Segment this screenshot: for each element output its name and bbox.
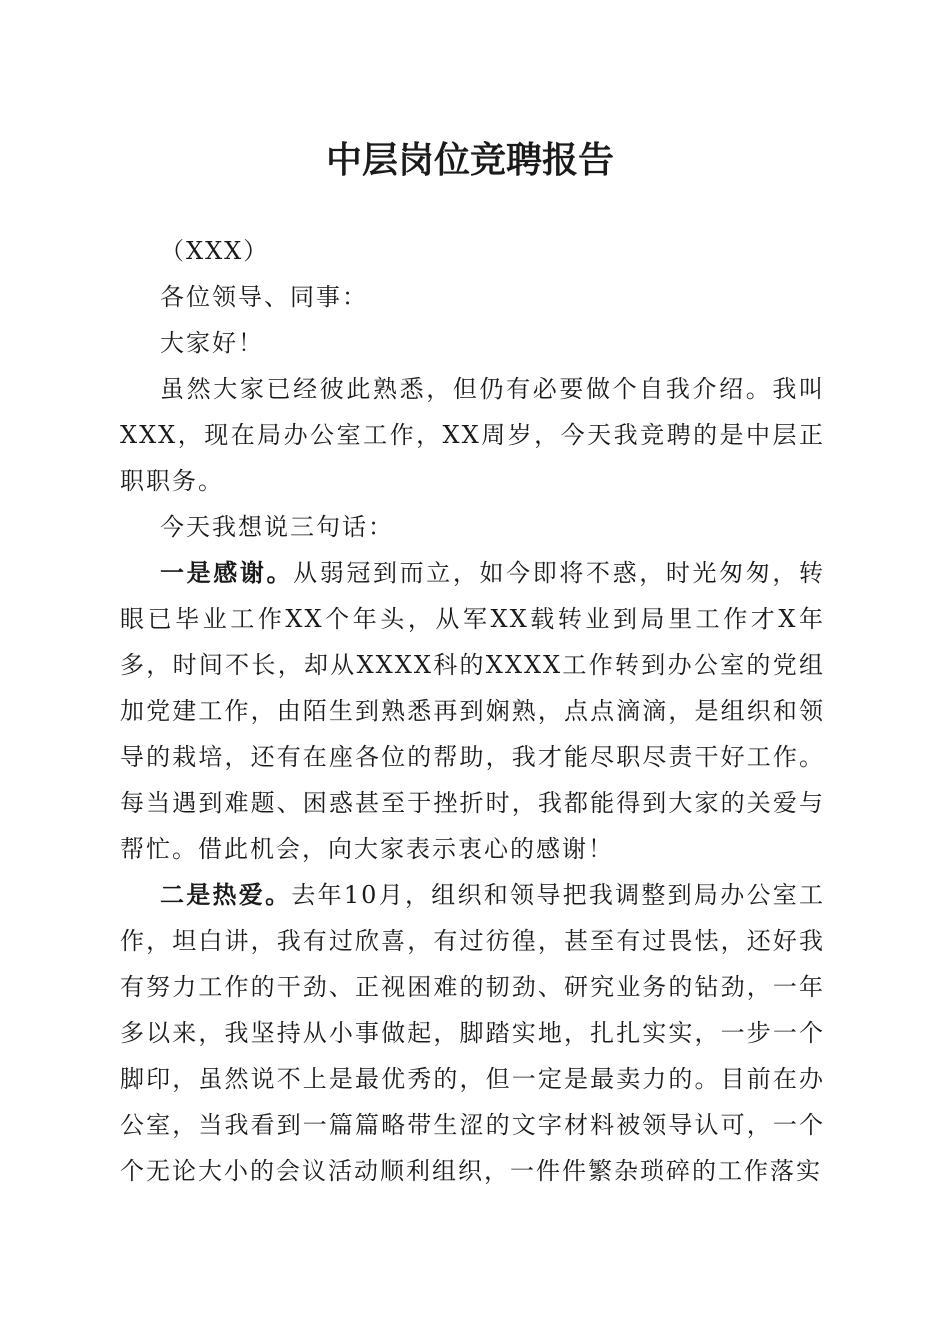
point2-text: 去年10月，组织和领导把我调整到局办公室工作，坦白讲，我有过欣喜，有过彷徨，甚至有过畏怯，还好我有努力工作的干劲、正视困难的韧劲、研究业务的钻劲，一年多以来，我坚持从小事做起，脚踏实地，扎扎实实，一步一个脚印，虽然说不上是最优秀的，但一定是最卖力的。目前在办公室，当我看到一篇篇略带生涩的文字材料被领导认可，一个个无论大小的会议活动顺利组织，一件件繁杂琐碎的工作落实 (120, 881, 826, 1185)
document-body (120, 228, 825, 1194)
intro-paragraph: 虽然大家已经彼此熟悉，但仍有必要做个自我介绍。我叫XXX，现在局办公室工作，XX周岁，今天我竞聘的是中层正职职务。 (120, 375, 825, 495)
author-line: （XXX） (160, 237, 270, 265)
point2-paragraph (120, 872, 825, 1194)
greeting: 大家好！ (160, 329, 264, 357)
point2-lead: 二是热爱。 (160, 880, 292, 909)
point1-paragraph (120, 550, 825, 872)
point1-text: 从弱冠到而立，如今即将不惑，时光匆匆，转眼已毕业工作XX个年头，从军XX载转业到局里工作才X年多，时间不长，却从XXXX科的XXXX工作转到办公室的党组加党建工作，由陌生到熟悉再到娴熟，点点滴滴，是组织和领导的栽培，还有在座各位的帮助，我才能尽职尽责干好工作。每当遇到难题、困惑甚至于挫折时，我都能得到大家的关爱与帮忙。借此机会，向大家表示衷心的感谢！ (120, 559, 825, 863)
three-sentences-line: 今天我想说三句话： (160, 513, 394, 541)
salutation: 各位领导、同事： (160, 283, 368, 311)
document-title: 中层岗位竞聘报告 (325, 139, 614, 181)
point1-lead: 一是感谢。 (160, 558, 294, 587)
